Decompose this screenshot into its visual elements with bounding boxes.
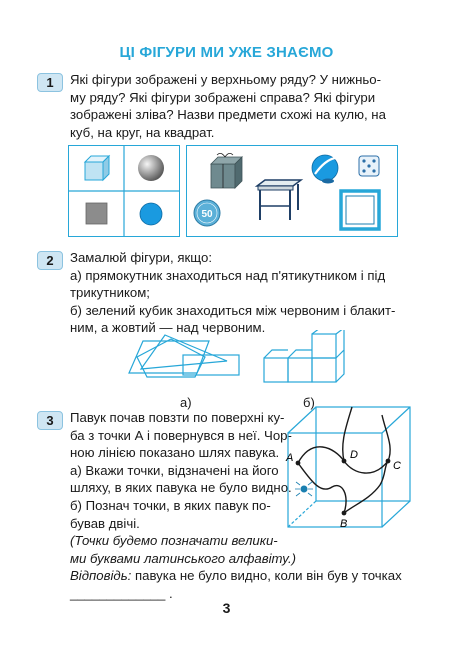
task-2-line: б) зелений кубик знаходиться між червоним і блакит- xyxy=(70,302,396,318)
answer-label: Відповідь: xyxy=(70,568,132,584)
task-2-text xyxy=(70,249,395,337)
task-1-line: му ряду? Які фігури зображені справа? Які фігури xyxy=(70,89,376,105)
task-3-line: б) Познач точки, в яких павук по- xyxy=(70,497,271,513)
point-c-label: C xyxy=(393,460,401,472)
shapes-panel-left xyxy=(68,145,180,237)
page-number: 3 xyxy=(222,600,231,616)
point-b-label: B xyxy=(340,518,348,530)
figure-a-overlap xyxy=(125,333,245,393)
spider-icon xyxy=(295,482,313,496)
shapes-grid-svg xyxy=(69,146,179,236)
task-2-line: Замалюй фігури, якщо: xyxy=(70,250,212,265)
stool-icon xyxy=(257,180,301,220)
task-number-2: 2 xyxy=(37,251,63,270)
page-title: ЦІ ФІГУРИ МИ УЖЕ ЗНАЄМО xyxy=(119,44,334,61)
caption-b: б) xyxy=(303,395,315,410)
cube-icon xyxy=(85,156,109,180)
task-2-line: трикутником; xyxy=(70,285,150,301)
point-a-label: A xyxy=(286,452,294,464)
gift-box-icon xyxy=(211,153,242,188)
point-d-label: D xyxy=(350,449,358,461)
task-3-answer xyxy=(70,567,402,585)
objects-svg xyxy=(187,146,397,236)
task-1-line: Які фігури зображені у верхньому ряду? У нижньо- xyxy=(70,72,381,87)
frame-icon xyxy=(341,191,379,229)
task-3-line: шляху, в яких павука не було видно. xyxy=(70,480,292,496)
task-number-3: 3 xyxy=(37,411,63,430)
task-3-line: бував двічі. xyxy=(70,515,140,531)
task-1-line: куб, на круг, на квадрат. xyxy=(70,124,215,140)
task-3-line: а) Вкажи точки, відзначені на його xyxy=(70,462,279,478)
task-number-1: 1 xyxy=(37,73,63,92)
dice-icon xyxy=(359,156,379,176)
objects-panel-right xyxy=(186,145,398,237)
task-3-note: (Точки будемо позначати велики- xyxy=(70,533,278,549)
task-2-line: ним, а жовтий — над червоним. xyxy=(70,320,266,336)
answer-blank[interactable]: _____________ . xyxy=(70,585,173,601)
answer-text: павука не було видно, коли він був у точках xyxy=(131,568,402,584)
spider-cube-figure xyxy=(284,403,414,533)
task-1-text xyxy=(70,71,386,141)
task-3-line: Павук почав повзти по поверхні ку- xyxy=(70,410,285,425)
task-1-line: зображені зліва? Назви предмети схожі на кулю, на xyxy=(70,107,386,123)
task-3-line: ба з точки А і повернувся в неї. Чор- xyxy=(70,427,292,443)
task-3-line: ною лінією показано шлях павука. xyxy=(70,445,280,461)
sphere-icon xyxy=(138,155,164,181)
task-3-note: ми буквами латинського алфавіту.) xyxy=(70,550,296,566)
task-2-line: а) прямокутник знаходиться над п'ятикутником і під xyxy=(70,267,386,283)
figure-b-cubes xyxy=(262,330,362,386)
caption-a: а) xyxy=(180,395,192,410)
ball-icon xyxy=(312,155,338,184)
coin-label: 50 xyxy=(201,209,213,220)
square-icon xyxy=(86,203,107,224)
circle-icon xyxy=(140,203,162,225)
